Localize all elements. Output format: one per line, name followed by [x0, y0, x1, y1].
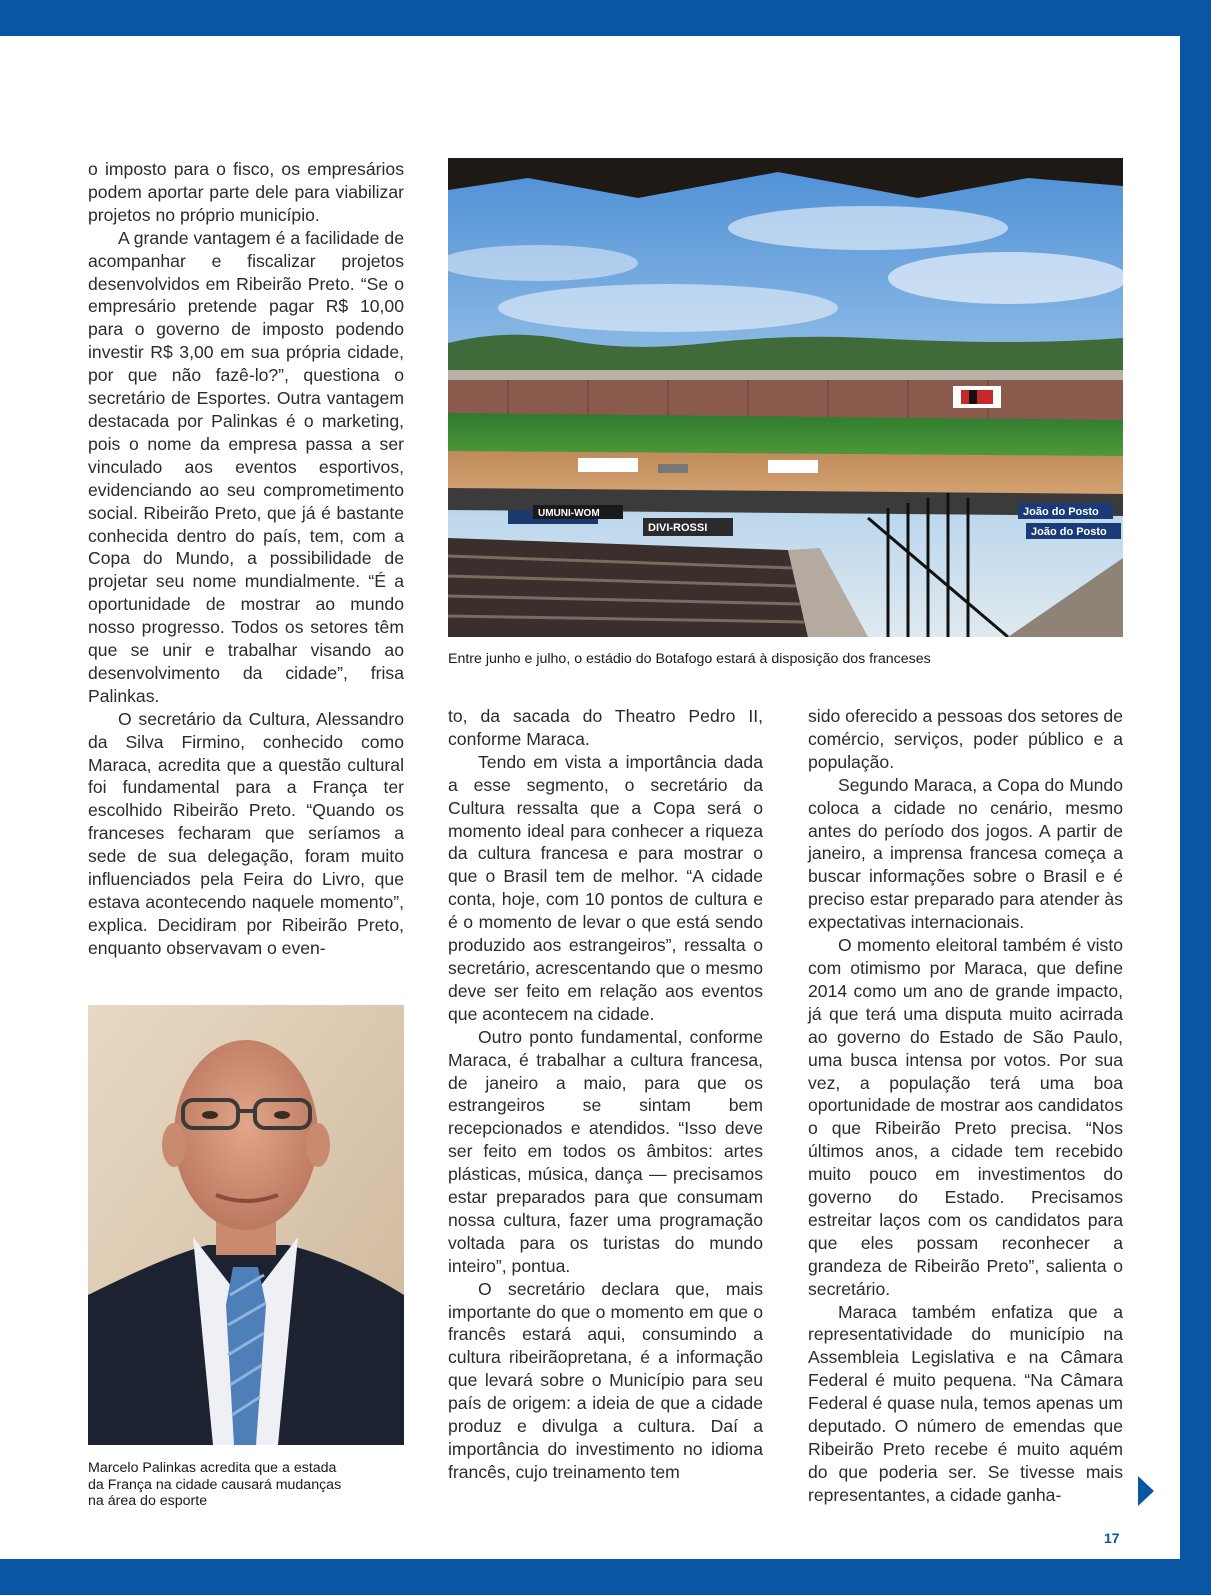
- bottom-blue-band: [0, 1559, 1211, 1595]
- right-blue-band: [1180, 0, 1211, 1595]
- sign-divi-rossi: DIVI-ROSSI: [648, 522, 708, 534]
- article-column-2: [448, 705, 763, 1484]
- portrait-photo-caption: Marcelo Palinkas acredita que a estada da França na cidade causará mudanças na área do esporte: [88, 1460, 342, 1510]
- sign-joao-do-posto-2: João do Posto: [1031, 526, 1107, 538]
- paragraph: O secretário da Cultura, Alessandro da Silva Firmino, conhecido como Maraca, acredita que a questão cultural foi fundamental para a França ter escolhido Ribeirão Preto. “Quando os franceses fecharam que seríamos a sede de sua delegação, foram muito influenciados pela Feira do Livro, que estava acontecendo naquele momento”, explica. Decidiram por Ribeirão Preto, enquanto observavam o even-: [88, 708, 404, 958]
- paragraph: O momento eleitoral também é visto com otimismo por Maraca, que define 2014 como um ano de grande impacto, já que terá uma disputa muito acirrada ao governo do Estado de São Paulo, uma busca intensa por votos. Por sua vez, a população terá uma boa oportunidade de mostrar aos candidatos o que Ribeirão Preto precisa. “Nos últimos anos, a cidade tem recebido muito pouco em investimentos do governo do Estado. Precisamos estreitar laços com os candidatos para que eles possam reconhecer a grandeza de Ribeirão Preto”, salienta o secretário.: [808, 935, 1123, 1299]
- paragraph: Segundo Maraca, a Copa do Mundo coloca a cidade no cenário, mesmo antes do período dos jogos. A partir de janeiro, a imprensa francesa começa a buscar informações sobre o Brasil e é preciso estar preparado para atender às expectativas internacionais.: [808, 774, 1123, 933]
- paragraph: to, da sacada do Theatro Pedro II, conforme Maraca.: [448, 706, 763, 749]
- paragraph: Maraca também enfatiza que a representatividade do município na Assembleia Legislativa e na Câmara Federal é muito pequena. “Na Câmara Federal é quase nula, temos apenas um deputado. O número de emendas que Ribeirão Preto recebe é muito aquém do que poderia ser. Se tivesse mais representantes, a cidade ganha-: [808, 1301, 1123, 1505]
- page-number: 17: [1104, 1530, 1120, 1546]
- sign-umuni-wom: UMUNI-WOM: [538, 508, 600, 519]
- stadium-photo-caption: Entre junho e julho, o estádio do Botafogo estará à disposição dos franceses: [448, 651, 931, 667]
- sign-joao-do-posto-1: João do Posto: [1023, 506, 1099, 518]
- paragraph: Tendo em vista a importância dada a esse segmento, o secretário da Cultura ressalta que a Copa será o momento ideal para conhecer a riqueza da cultura francesa e para mostrar o que o Brasil tem de melhor. “A cidade conta, hoje, com 10 pontos de cultura e é o momento de levar o que está sendo produzido aos estrangeiros”, ressalta o secretário, acrescentando que o mesmo deve ser feito em relação aos eventos que acontecem na cidade.: [448, 751, 763, 1024]
- article-column-1: [88, 158, 404, 960]
- stadium-photo: [448, 158, 1123, 637]
- article-column-3: [808, 705, 1123, 1507]
- paragraph: sido oferecido a pessoas dos setores de comércio, serviços, poder público e a população.: [808, 706, 1123, 772]
- paragraph: O secretário declara que, mais importante do que o momento em que o francês estará aqui, consumindo a cultura ribeirãopretana, é a informação que levará sobre o Município para seu país de origem: a ideia de que a cidade produz e divulga a cultura. Daí a importância do investimento no idioma francês, cujo treinamento tem: [448, 1278, 763, 1482]
- paragraph: A grande vantagem é a facilidade de acompanhar e fiscalizar projetos desenvolvidos em Ribeirão Preto. “Se o empresário pretende pagar R$ 10,00 para o governo de imposto podendo investir R$ 3,00 em sua própria cidade, por que não fazê-lo?”, questiona o secretário de Esportes. Outra vantagem destacada por Palinkas é o marketing, pois o nome da empresa passa a ser vinculado aos eventos esportivos, evidenciando ao seu comprometimento social. Ribeirão Preto, que já é bastante conhecida dentro do país, tem, com a Copa do Mundo, a possibilidade de projetar seu nome mundialmente. “É a oportunidade de mostrar ao mundo nosso progresso. Todos os setores têm que se unir e trabalhar visando ao desenvolvimento da cidade”, frisa Palinkas.: [88, 227, 404, 706]
- paragraph: o imposto para o fisco, os empresários podem aportar parte dele para viabilizar projetos no próprio município.: [88, 159, 404, 225]
- portrait-photo: [88, 1005, 404, 1445]
- paragraph: Outro ponto fundamental, conforme Maraca, é trabalhar a cultura francesa, de janeiro a maio, para que os estrangeiros se sintam bem recepcionados e atendidos. “Isso deve ser feito em todos os âmbitos: artes plásticas, música, dança — precisamos estar preparados para que consumam nossa cultura, fazer uma programação voltada para os turistas do mundo inteiro”, pontua.: [448, 1026, 763, 1276]
- top-blue-band: [0, 0, 1211, 36]
- next-page-arrow-icon[interactable]: [1138, 1476, 1154, 1506]
